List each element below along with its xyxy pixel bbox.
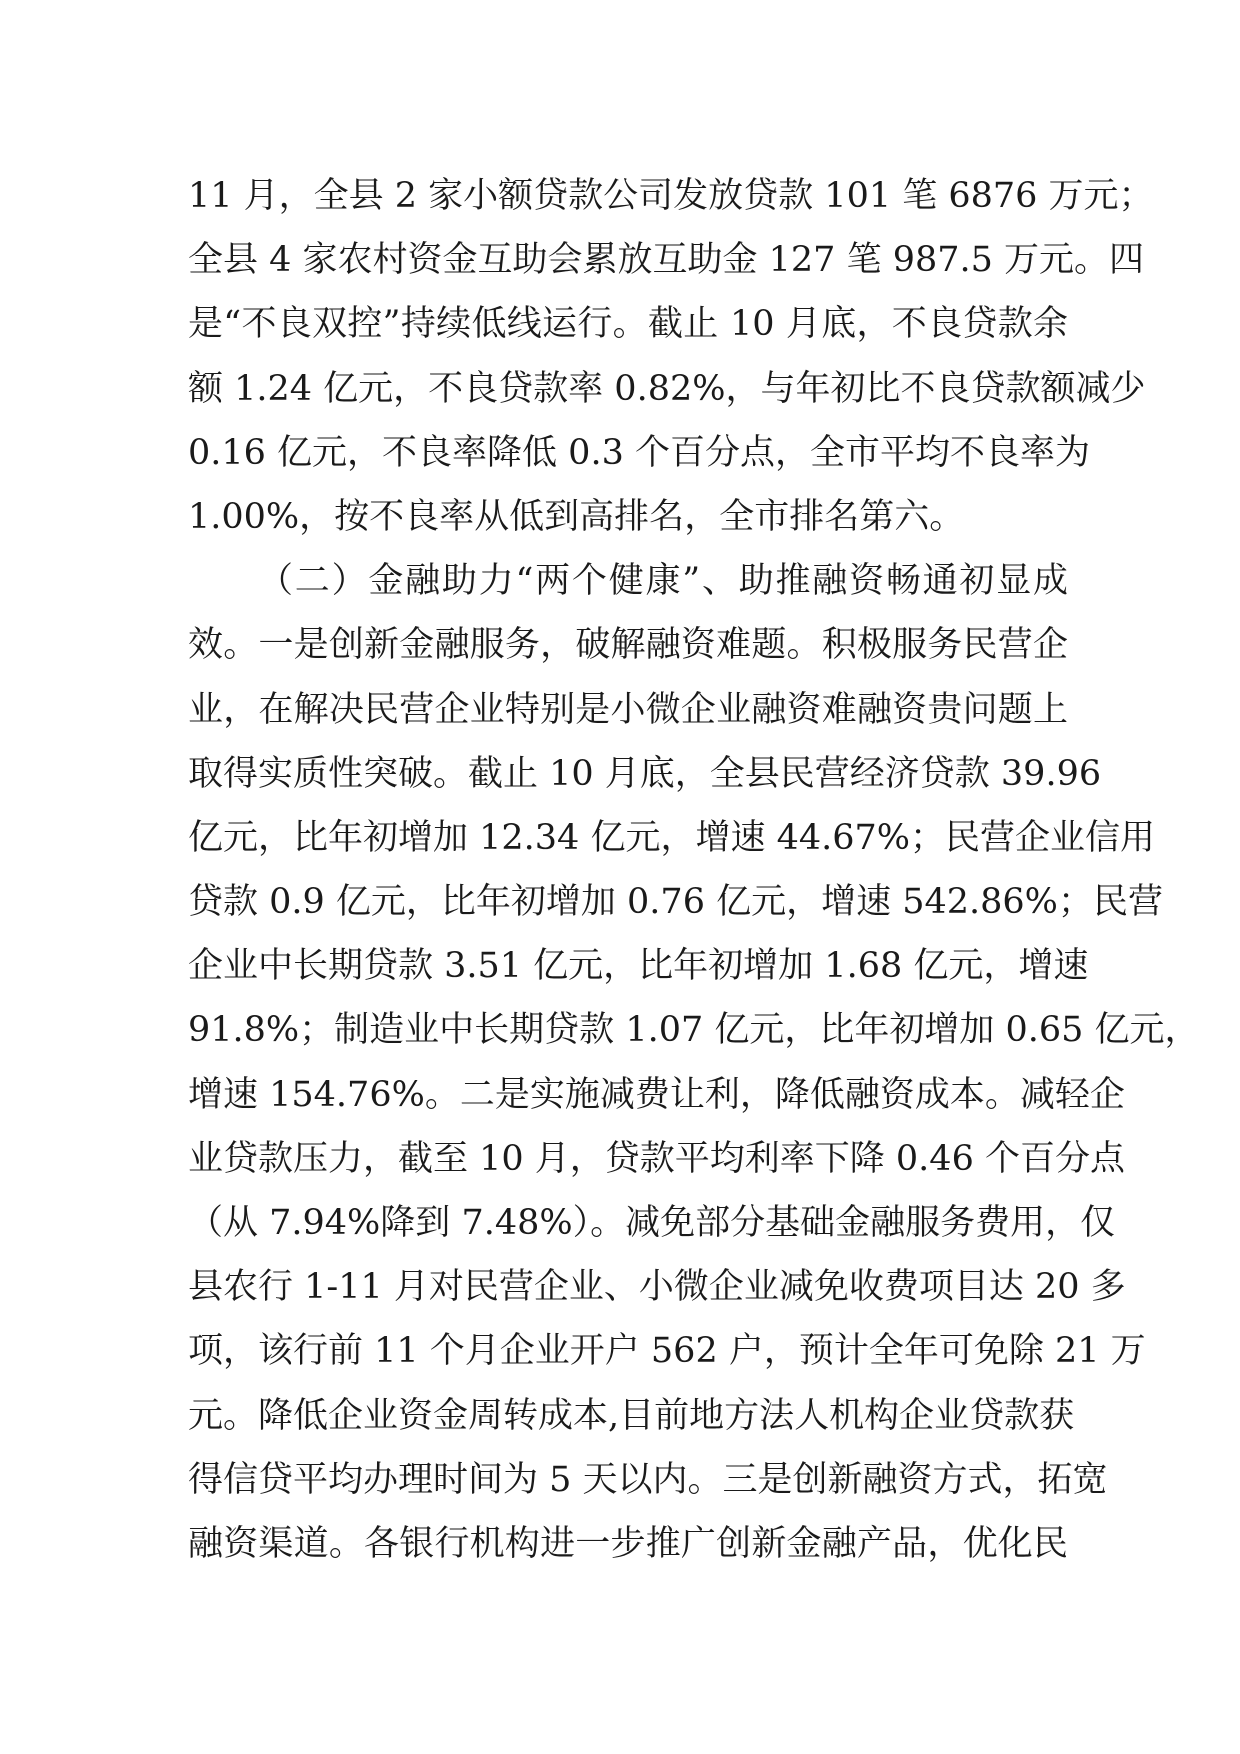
text-line: 11 月，全县 2 家小额贷款公司发放贷款 101 笔 6876 万元；	[188, 176, 1154, 216]
text-line: 业贷款压力，截至 10 月，贷款平均利率下降 0.46 个百分点	[188, 1138, 1125, 1179]
text-line: 融资渠道。各银行机构进一步推广创新金融产品，优化民	[188, 1523, 1068, 1564]
text-line: 91.8%；制造业中长期贷款 1.07 亿元，比年初增加 0.65 亿元，	[188, 1010, 1200, 1051]
section-heading-line: （二）金融助力“两个健康”、助推融资畅通初显成	[258, 561, 1068, 602]
text-line: 贷款 0.9 亿元，比年初增加 0.76 亿元，增速 542.86%；民营	[188, 882, 1163, 923]
text-line: 额 1.24 亿元，不良贷款率 0.82%，与年初比不良贷款额减少	[188, 368, 1146, 409]
text-line: 业，在解决民营企业特别是小微企业融资难融资贵问题上	[188, 689, 1068, 730]
text-line: 是“不良双控”持续低线运行。截止 10 月底，不良贷款余	[188, 304, 1068, 345]
text-line: 项，该行前 11 个月企业开户 562 户，预计全年可免除 21 万	[188, 1331, 1146, 1372]
text-line: 效。一是创新金融服务，破解融资难题。积极服务民营企	[188, 625, 1068, 666]
text-line: 县农行 1-11 月对民营企业、小微企业减免收费项目达 20 多	[188, 1267, 1126, 1308]
text-line: 全县 4 家农村资金互助会累放互助金 127 笔 987.5 万元。四	[188, 240, 1145, 281]
text-line: 企业中长期贷款 3.51 亿元，比年初增加 1.68 亿元，增速	[188, 946, 1089, 987]
body-text	[188, 164, 1200, 1576]
text-line: 0.16 亿元，不良率降低 0.3 个百分点，全市平均不良率为	[188, 432, 1090, 473]
text-line: （从 7.94%降到 7.48%）。减免部分基础金融服务费用，仅	[188, 1203, 1116, 1243]
text-line: 亿元，比年初增加 12.34 亿元，增速 44.67%；民营企业信用	[188, 817, 1156, 858]
text-line: 1.00%，按不良率从低到高排名，全市排名第六。	[188, 496, 965, 537]
text-line: 取得实质性突破。截止 10 月底，全县民营经济贷款 39.96	[188, 753, 1102, 794]
text-line: 得信贷平均办理时间为 5 天以内。三是创新融资方式，拓宽	[188, 1459, 1108, 1500]
text-line: 增速 154.76%。二是实施减费让利，降低融资成本。减轻企	[188, 1074, 1125, 1115]
text-line: 元。降低企业资金周转成本,目前地方法人机构企业贷款获	[188, 1395, 1075, 1436]
